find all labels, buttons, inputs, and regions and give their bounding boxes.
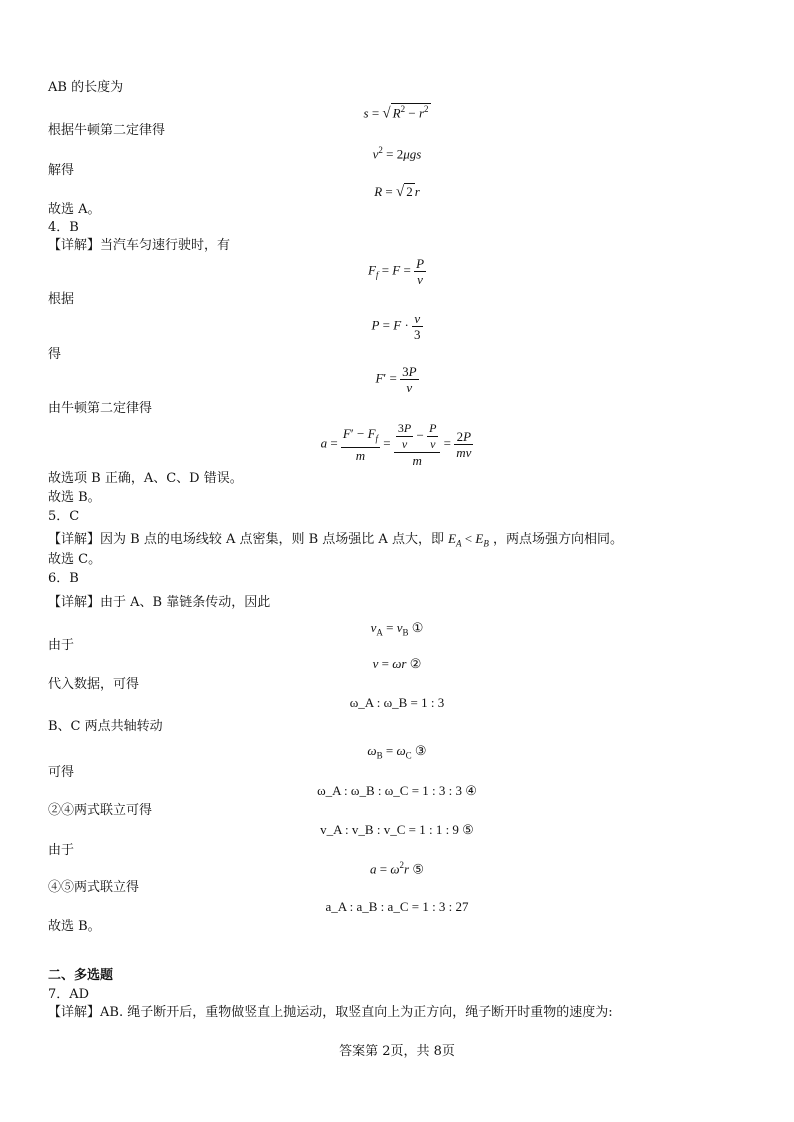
equation-ratio-omega-ab: ω_A : ω_B = 1 : 3	[349, 695, 445, 710]
text-substitute: 代入数据，可得	[48, 677, 140, 692]
question-7-answer: 7．AD	[48, 987, 90, 1002]
text-according: 根据	[48, 292, 75, 307]
text-combine-45: ④⑤两式联立得	[48, 880, 140, 895]
text-answer-c: 故选 C。	[48, 552, 102, 567]
question-7-detail: 【详解】AB. 绳子断开后，重物做竖直上抛运动，取竖直向上为正方向，绳子断开时重物的速度为:	[48, 1005, 613, 1020]
text-can-get: 可得	[48, 765, 75, 780]
text-answer-b: 故选 B。	[48, 490, 101, 505]
question-5-detail: 【详解】因为 B 点的电场线较 A 点密集，则 B 点场强比 A 点大，即 $E_A < E_B$ ，两点场强方向相同。	[48, 531, 623, 549]
equation-ratio-v-abc: v_A : v_B : v_C = 1 : 1 : 9 ⑤	[320, 822, 474, 837]
text-newton-law: 根据牛顿第二定律得	[48, 123, 166, 138]
question-6-detail: 【详解】由于 A、B 靠链条传动，因此	[48, 595, 271, 610]
text-since-2: 由于	[48, 843, 75, 858]
text-newton-law-2: 由牛顿第二定律得	[48, 401, 153, 416]
question-5-detail-b: ，两点场强方向相同。	[492, 532, 623, 547]
equation-R: R = √ 2 r	[374, 184, 420, 200]
question-5-detail-a: 【详解】因为 B 点的电场线较 A 点密集，则 B 点场强比 A 点大，即	[48, 532, 444, 547]
equation-va-vb: $v_A = v_B$ ①	[370, 620, 424, 638]
text-combine-24: ②④两式联立可得	[48, 803, 153, 818]
equation-a-omega: $a = \omega^2r$ ⑤	[370, 860, 424, 877]
equation-ratio-omega-abc: ω_A : ω_B : ω_C = 1 : 3 : 3 ④	[317, 783, 477, 798]
page-footer: 答案第 2页，共 8页	[339, 1044, 455, 1059]
text-bc-coaxial: B、C 两点共轴转动	[48, 719, 163, 734]
question-4-detail: 【详解】当汽车匀速行驶时，有	[48, 238, 231, 253]
text-get: 得	[48, 347, 62, 362]
equation-p: P = F · $\frac{v}{3}$	[371, 311, 421, 342]
equation-v-omega-r: v = ωr ②	[372, 656, 422, 671]
equation-f-prime: F′ = $\frac{3P}{v}$	[375, 364, 417, 395]
question-4-answer: 4．B	[48, 220, 79, 235]
equation-omega-b-c: $\omega_B = \omega_C$ ③	[367, 743, 427, 761]
text-answer-b-2: 故选 B。	[48, 919, 101, 934]
text-answer-a: 故选 A。	[48, 202, 101, 217]
text-solve: 解得	[48, 163, 75, 178]
text-option-b-correct: 故选项 B 正确，A、C、D 错误。	[48, 471, 243, 486]
equation-v2: $v^2 = 2\mu gs$	[372, 145, 422, 162]
equation-a: a = $\frac{F' - F_f}{m}$ = $\frac{3P}{v}$ − $\frac{P}{v}$ m = $\frac{2P}{mv}$	[320, 421, 472, 468]
text-since-1: 由于	[48, 638, 75, 653]
equation-s: s = √ $R^2 - r^2$	[363, 104, 429, 122]
equation-ff: $F_f = F$ = $\frac{P}{v}$	[367, 256, 425, 287]
question-5-answer: 5．C	[48, 509, 80, 524]
question-6-answer: 6．B	[48, 571, 79, 586]
section-multiple-choice: 二、多选题	[48, 968, 114, 983]
text-ab-length: AB 的长度为	[48, 80, 124, 95]
equation-ratio-a-abc: a_A : a_B : a_C = 1 : 3 : 27	[325, 899, 469, 914]
